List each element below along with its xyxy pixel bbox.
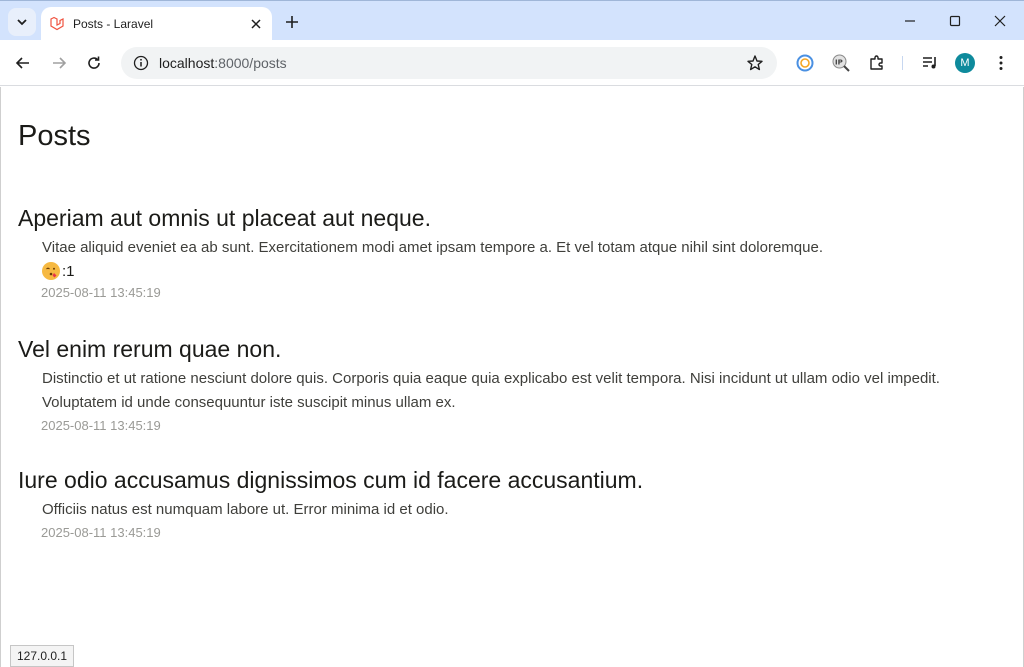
post-title: Iure odio accusamus dignissimos cum id facere accusantium.: [18, 467, 644, 493]
minimize-button[interactable]: [888, 7, 932, 35]
tab-search-button[interactable]: [8, 8, 36, 36]
post-reaction: [42, 260, 1008, 282]
arrow-right-icon: [51, 55, 67, 71]
browser-toolbar: [0, 40, 1024, 86]
minimize-icon: [904, 15, 916, 27]
toolbar-separator: [902, 56, 903, 70]
arrow-left-icon: [15, 55, 31, 71]
post-body: Vitae aliquid eveniet ea ab sunt. Exercitationem modi amet ipsam tempore a. Et vel totam atque nihil sint doloremque.: [42, 239, 823, 256]
reload-button[interactable]: [82, 51, 106, 75]
new-tab-button[interactable]: [280, 10, 304, 34]
post-title: Aperiam aut omnis ut placeat aut neque.: [18, 205, 431, 231]
back-button[interactable]: [11, 51, 35, 75]
svg-text:IP: IP: [835, 58, 843, 67]
plus-icon: [285, 15, 299, 29]
reaction-count: :1: [62, 262, 75, 280]
media-controls-icon[interactable]: [919, 52, 941, 74]
browser-tab-active[interactable]: [41, 7, 272, 41]
chevron-down-icon: [16, 16, 28, 28]
laravel-icon: [49, 16, 65, 32]
page-content: [0, 87, 1024, 667]
close-icon: [994, 15, 1006, 27]
post-date: 2025-08-11 13:45:19: [41, 285, 161, 300]
forward-button[interactable]: [47, 51, 71, 75]
maximize-button[interactable]: [933, 7, 977, 35]
browser-titlebar: [0, 0, 1024, 40]
extensions-puzzle-icon[interactable]: [866, 52, 888, 74]
face-blowing-kiss-emoji-icon: [42, 262, 60, 280]
maximize-icon: [949, 15, 961, 27]
status-bubble: 127.0.0.1: [10, 645, 74, 667]
post-body: Officiis natus est numquam labore ut. Error minima id et odio.: [42, 501, 449, 518]
post-date: 2025-08-11 13:45:19: [41, 418, 161, 433]
extension-circle-icon[interactable]: [794, 52, 816, 74]
post-date: 2025-08-11 13:45:19: [41, 525, 161, 540]
kebab-menu-icon[interactable]: [990, 52, 1012, 74]
site-info-icon[interactable]: [133, 55, 149, 71]
close-window-button[interactable]: [978, 7, 1022, 35]
post-title: Vel enim rerum quae non.: [18, 336, 282, 362]
tab-close-icon[interactable]: [246, 14, 266, 34]
address-bar[interactable]: [121, 47, 777, 79]
ip-lookup-extension-icon[interactable]: [830, 52, 852, 74]
tab-title: Posts - Laravel: [73, 17, 154, 31]
post-item: [18, 466, 1008, 542]
post-body: Distinctio et ut ratione nesciunt dolore quis. Corporis quia eaque quia explicabo est velit tempora. Nisi incidunt ut ullam odio vel impedit. Voluptatem id unde consequuntur iste suscipit minus ullam ex.: [42, 370, 940, 411]
reload-icon: [86, 55, 102, 71]
post-item: [18, 204, 1008, 302]
url-path: :8000/posts: [214, 55, 287, 71]
url-host: localhost: [159, 55, 215, 71]
post-item: [18, 335, 1008, 435]
url-text: [159, 55, 745, 71]
bookmark-star-icon[interactable]: [745, 53, 765, 73]
page-title: Posts: [18, 120, 91, 152]
profile-avatar[interactable]: M: [955, 53, 975, 73]
